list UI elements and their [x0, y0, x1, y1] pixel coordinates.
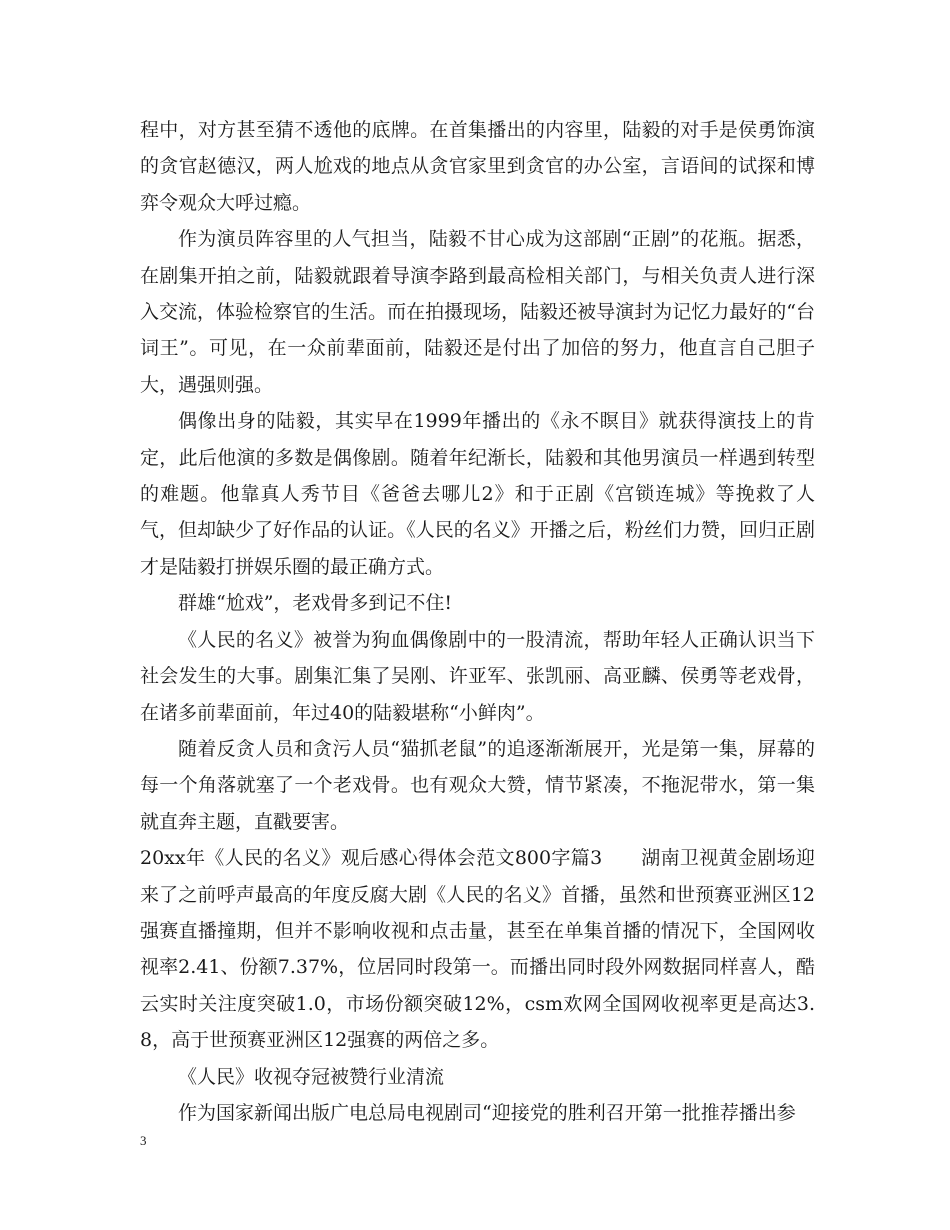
paragraph-1: 程中，对方甚至猜不透他的底牌。在首集播出的内容里，陆毅的对手是侯勇饰演的贪官赵德汉，两人尬戏的地点从贪官家里到贪官的办公室，言语间的试探和博弈令观众大呼过瘾。	[140, 119, 815, 214]
paragraph-3: 偶像出身的陆毅，其实早在1999年播出的《永不瞑目》就获得演技上的肯定，此后他演的多数是偶像剧。随着年纪渐长，陆毅和其他男演员一样遇到转型的难题。他靠真人秀节目《爸爸去哪儿2》和于正剧《宫锁连城》等挽救了人气，但却缺少了好作品的认证。《人民的名义》开播之后，粉丝们力赞，回归正剧才是陆毅打拼娱乐圈的最正确方式。	[140, 410, 815, 578]
paragraph-2: 作为演员阵容里的人气担当，陆毅不甘心成为这部剧“正剧”的花瓶。据悉，在剧集开拍之前，陆毅就跟着导演李路到最高检相关部门，与相关负责人进行深入交流，体验检察官的生活。而在拍摄现场，陆毅还被导演封为记忆力最好的“台词王”。可见，在一众前辈面前，陆毅还是付出了加倍的努力，他直言自己胆子大，遇强则强。	[140, 228, 815, 396]
section-heading-ensemble: 群雄“尬戏”，老戏骨多到记不住!	[178, 592, 453, 615]
paragraph-9: 作为国家新闻出版广电总局电视剧司“迎接党的胜利召开第一批推荐播出参	[178, 1101, 796, 1124]
paragraph-7: 20xx年《人民的名义》观后感心得体会范文800字篇3 湖南卫视黄金剧场迎来了之前呼声最高的年度反腐大剧《人民的名义》首播，虽然和世预赛亚洲区12强赛直播撞期，但并不影响收视和点击量，甚至在单集首播的情况下，全国网收视率2.41、份额7.37%，位居同时段第一。而播出同时段外网数据同样喜人，酷云实时关注度突破1.0，市场份额突破12%，csm欢网全国网收视率更是高达3.8，高于世预赛亚洲区12强赛的两倍之多。	[140, 847, 815, 1052]
page-number: 3	[140, 1133, 147, 1148]
paragraph-6: 随着反贪人员和贪污人员“猫抓老鼠”的追逐渐渐展开，光是第一集，屏幕的每一个角落就塞了一个老戏骨。也有观众大赞，情节紧凑，不拖泥带水，第一集就直奔主题，直戳要害。	[140, 737, 815, 833]
section-heading-ratings: 《人民》收视夺冠被赞行业清流	[178, 1065, 445, 1088]
paragraph-5: 《人民的名义》被誉为狗血偶像剧中的一股清流，帮助年轻人正确认识当下社会发生的大事。剧集汇集了吴刚、许亚军、张凯丽、高亚麟、侯勇等老戏骨，在诸多前辈面前，年过40的陆毅堪称“小鲜肉”。	[140, 628, 815, 724]
body-text	[140, 112, 815, 1131]
